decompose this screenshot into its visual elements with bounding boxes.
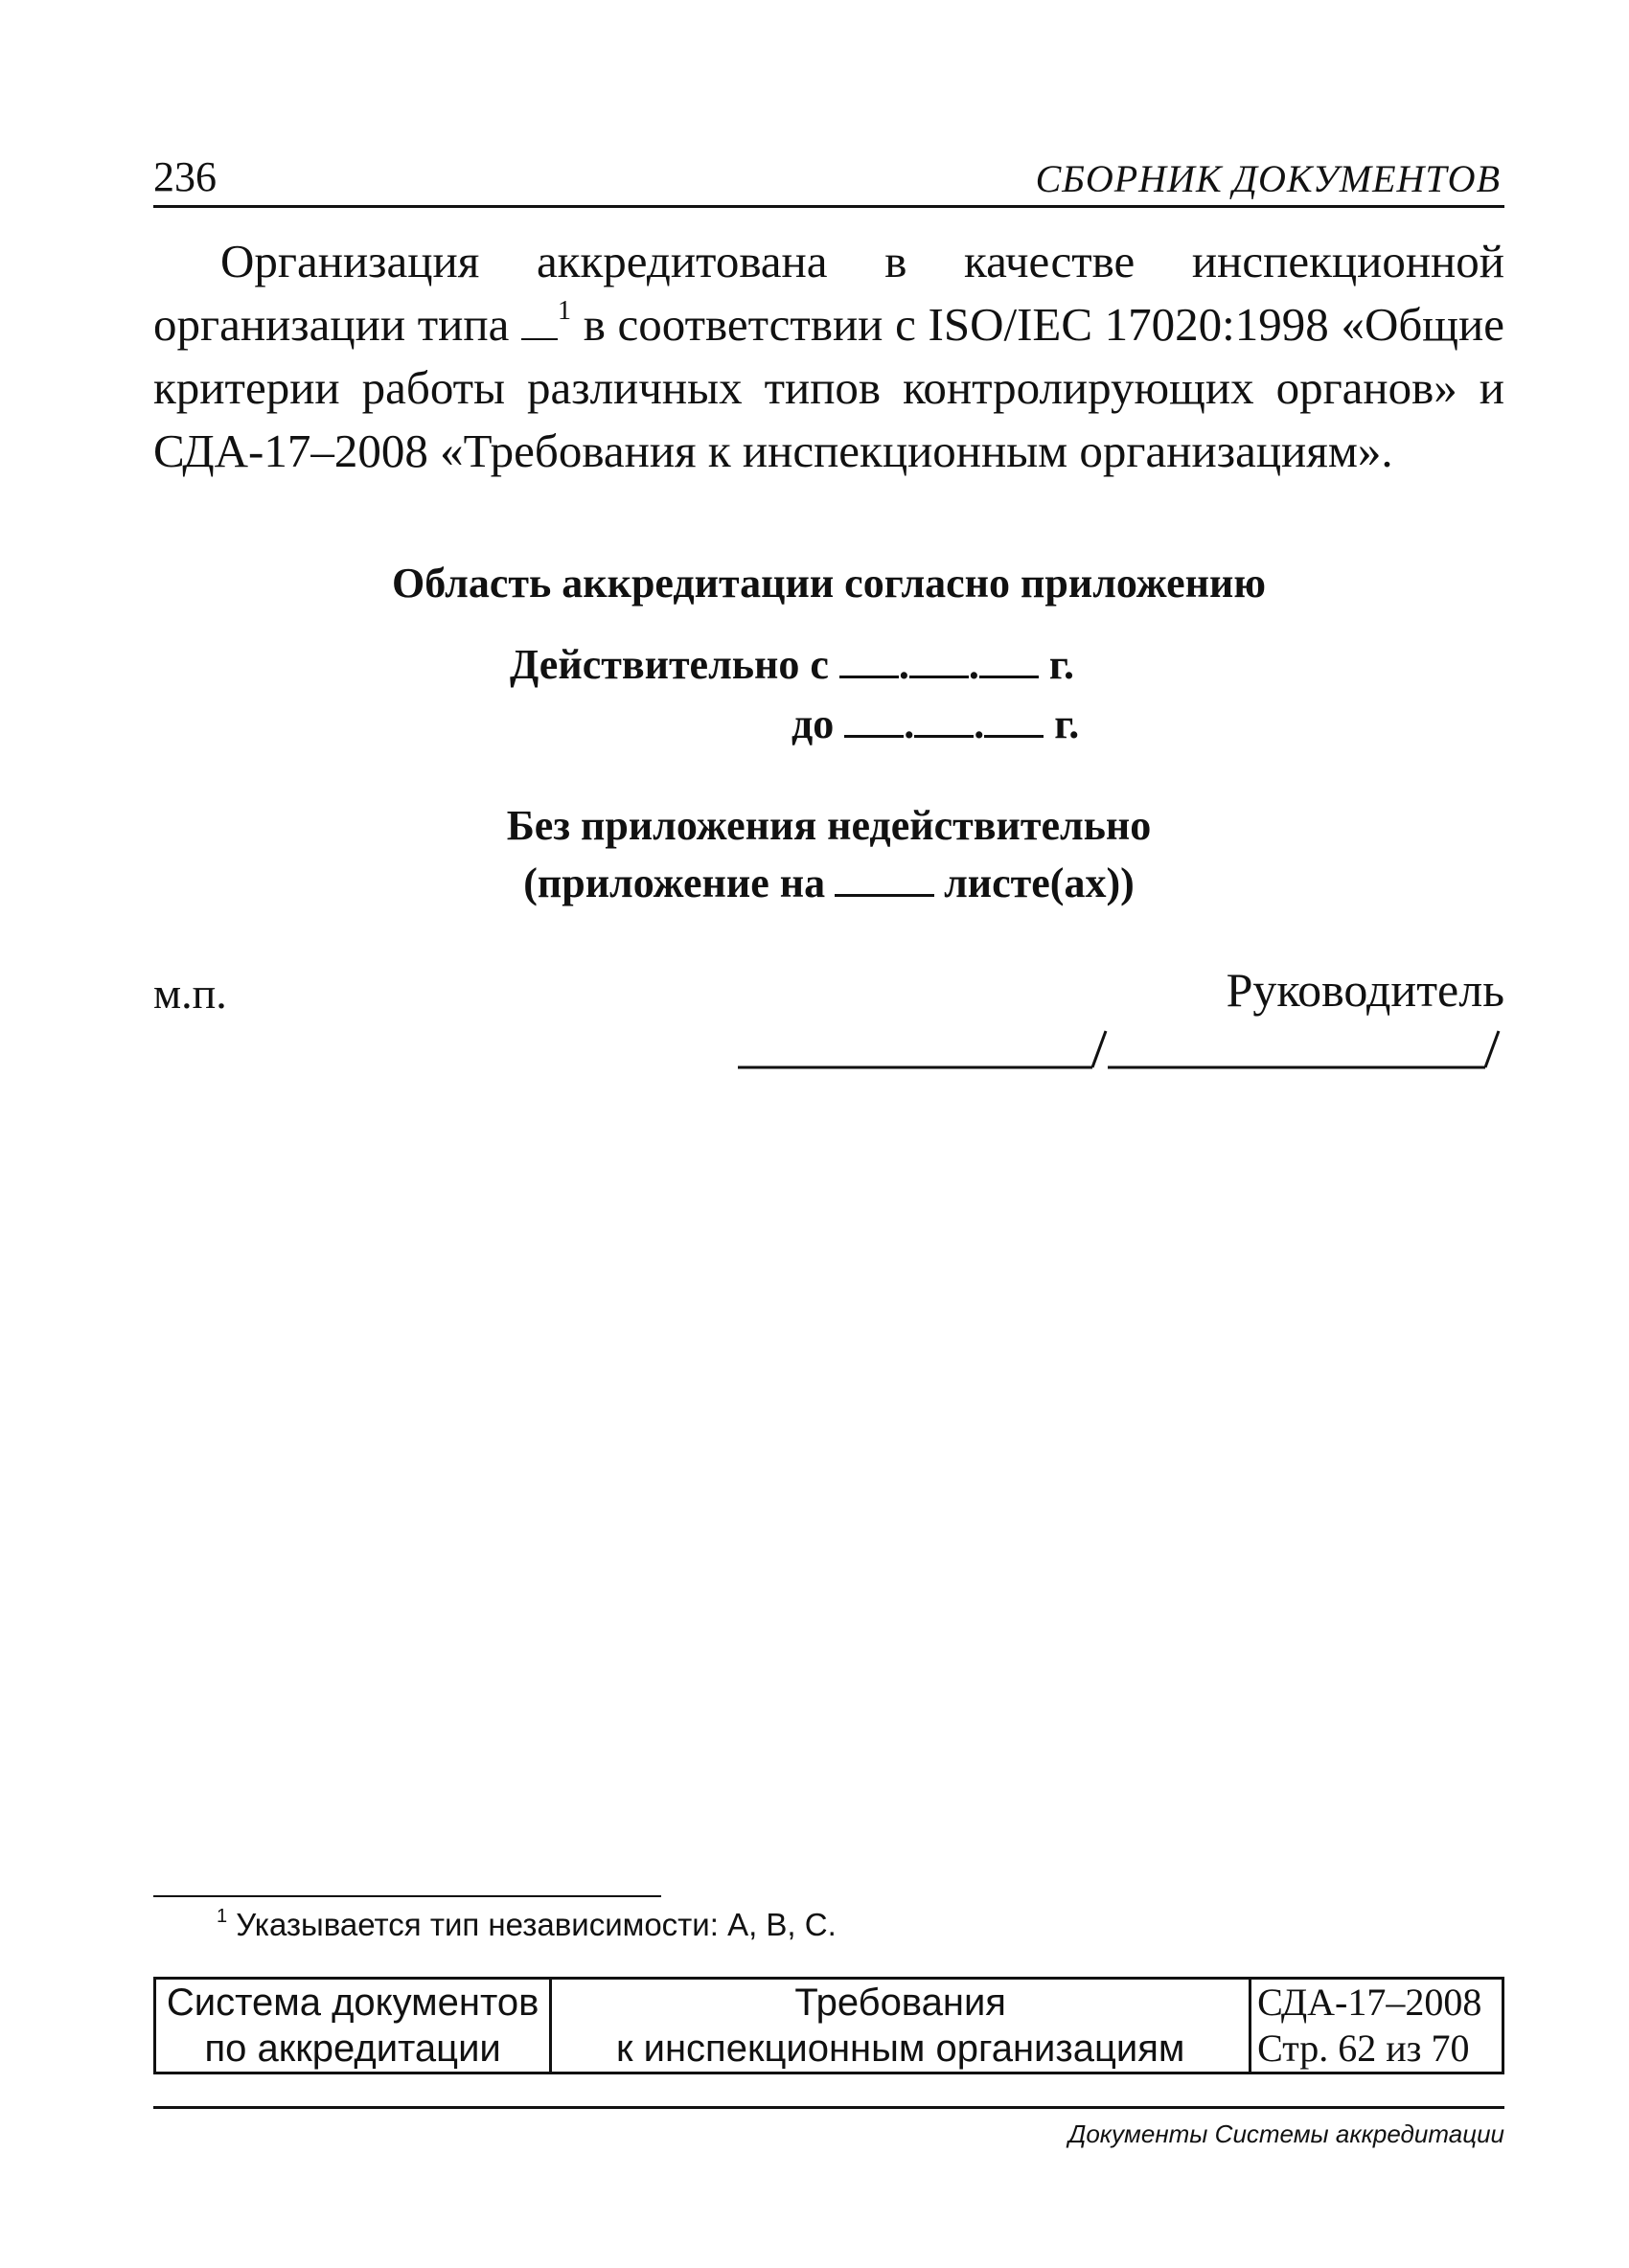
valid-from-line (510, 640, 1074, 689)
footnote-number: 1 (217, 1906, 228, 1927)
annex-sheets-line (153, 859, 1504, 907)
system-cell (155, 1979, 551, 2073)
table-row (155, 1979, 1503, 2073)
document-id-table (153, 1977, 1504, 2074)
page-of-total: Стр. 62 из 70 (1257, 2027, 1470, 2070)
signature-slash (1092, 1031, 1106, 1067)
date-day-blank (844, 706, 904, 738)
requirements-line-1: Требования (794, 1982, 1006, 2024)
annex-prefix: (приложение на (523, 859, 826, 906)
date-year-blank (979, 647, 1039, 678)
footnote-ref: 1 (558, 296, 572, 326)
page-number: 236 (153, 153, 217, 200)
footnote-text: Указывается тип независимости: А, В, С. (236, 1907, 837, 1942)
system-line-1: Система документов (166, 1982, 539, 2024)
footer-text: Документы Системы аккредитации (1068, 2119, 1504, 2148)
stamp-place: м.п. (153, 969, 227, 1018)
date-day-blank (839, 647, 899, 678)
footnote-separator (153, 1895, 661, 1897)
page-header (153, 151, 1504, 208)
name-slash (1485, 1031, 1499, 1067)
footer-rule (153, 2106, 1504, 2109)
date-separator: . (904, 700, 915, 747)
manager-label: Руководитель (1226, 963, 1504, 1017)
year-suffix: г. (1048, 641, 1074, 688)
year-suffix: г. (1054, 700, 1080, 747)
date-separator: . (968, 641, 979, 688)
requirements-cell (551, 1979, 1250, 2073)
signature-lines (738, 1016, 1504, 1073)
footnote (217, 1907, 837, 1943)
scope-heading: Область аккредитации согласно приложению (392, 560, 1266, 607)
accreditation-paragraph (153, 230, 1504, 483)
date-year-blank (984, 706, 1044, 738)
type-blank (521, 306, 558, 340)
valid-to-label: до (792, 700, 835, 747)
requirements-line-2: к инспекционным организациям (616, 2027, 1185, 2070)
para-text-2: в соответствии с ISO/IEC 17020:1998 «Общие критерии работы различных типов контролирующих органов» и СДА-17–2008 «Требования к инспекционным организациям». (153, 298, 1504, 477)
system-line-2: по аккредитации (204, 2027, 501, 2070)
running-title: СБОРНИК ДОКУМЕНТОВ (1035, 157, 1501, 200)
date-separator: . (974, 700, 985, 747)
para-text-1: Организация аккредитована в качестве инспекционной организации типа (153, 235, 1504, 351)
valid-from-label: Действительно с (510, 641, 829, 688)
date-separator: . (898, 641, 909, 688)
sheet-count-blank (835, 865, 934, 897)
doc-code: СДА-17–2008 (1257, 1981, 1482, 2024)
doc-code-cell (1250, 1979, 1503, 2073)
valid-to-line (792, 699, 1079, 748)
date-month-blank (909, 647, 969, 678)
date-month-blank (914, 706, 974, 738)
annex-suffix: листе(ах)) (944, 859, 1135, 906)
no-annex-notice: Без приложения недействительно (506, 802, 1152, 849)
